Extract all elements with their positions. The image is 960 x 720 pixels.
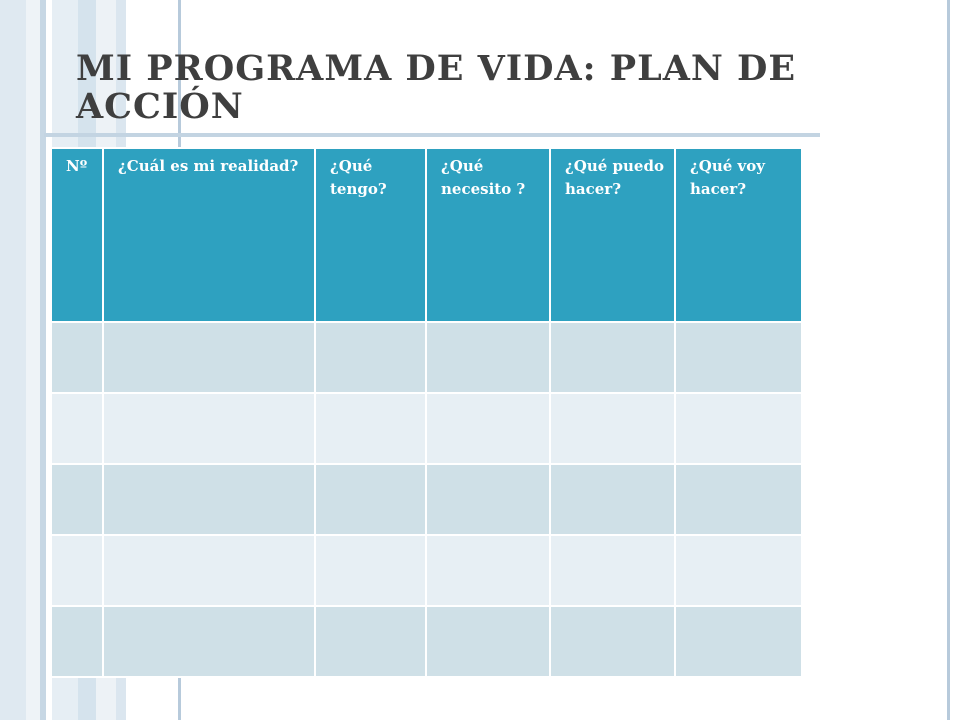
- table-cell[interactable]: [550, 322, 675, 393]
- right-border-line: [947, 0, 950, 720]
- table-cell[interactable]: [103, 393, 315, 464]
- table-cell[interactable]: [675, 393, 802, 464]
- table-cell[interactable]: [103, 535, 315, 606]
- header-will-do: ¿Qué voy hacer?: [675, 148, 802, 322]
- stripe: [26, 0, 40, 720]
- table-row: [51, 322, 802, 393]
- table-cell[interactable]: [51, 393, 103, 464]
- table-row: [51, 393, 802, 464]
- table-cell[interactable]: [51, 464, 103, 535]
- stripe: [0, 0, 26, 720]
- table-cell[interactable]: [675, 322, 802, 393]
- table-cell[interactable]: [426, 393, 550, 464]
- table-cell[interactable]: [550, 464, 675, 535]
- header-have: ¿Qué tengo?: [315, 148, 426, 322]
- table-cell[interactable]: [426, 535, 550, 606]
- table-cell[interactable]: [550, 606, 675, 677]
- action-plan-table: [50, 147, 803, 678]
- stripe: [40, 0, 46, 720]
- table-cell[interactable]: [103, 606, 315, 677]
- table-cell[interactable]: [315, 322, 426, 393]
- table-cell[interactable]: [103, 322, 315, 393]
- table-cell[interactable]: [51, 606, 103, 677]
- header-reality: ¿Cuál es mi realidad?: [103, 148, 315, 322]
- table-cell[interactable]: [51, 535, 103, 606]
- table-cell[interactable]: [315, 464, 426, 535]
- table-cell[interactable]: [550, 393, 675, 464]
- header-number: Nº: [51, 148, 103, 322]
- table-cell[interactable]: [315, 393, 426, 464]
- table-cell[interactable]: [315, 606, 426, 677]
- header-can-do: ¿Qué puedo hacer?: [550, 148, 675, 322]
- table-row: [51, 464, 802, 535]
- table-cell[interactable]: [675, 464, 802, 535]
- table-header-row: [51, 148, 802, 322]
- table-row: [51, 535, 802, 606]
- header-need: ¿Qué necesito ?: [426, 148, 550, 322]
- table-cell[interactable]: [426, 606, 550, 677]
- title-underline: [44, 133, 820, 137]
- table-cell[interactable]: [675, 535, 802, 606]
- table-cell[interactable]: [51, 322, 103, 393]
- table-cell[interactable]: [426, 464, 550, 535]
- table-cell[interactable]: [426, 322, 550, 393]
- table-row: [51, 606, 802, 677]
- table-cell[interactable]: [550, 535, 675, 606]
- table-cell[interactable]: [103, 464, 315, 535]
- table-cell[interactable]: [315, 535, 426, 606]
- table-cell[interactable]: [675, 606, 802, 677]
- slide-title: MI PROGRAMA DE VIDA: PLAN DE ACCIÓN: [76, 48, 797, 127]
